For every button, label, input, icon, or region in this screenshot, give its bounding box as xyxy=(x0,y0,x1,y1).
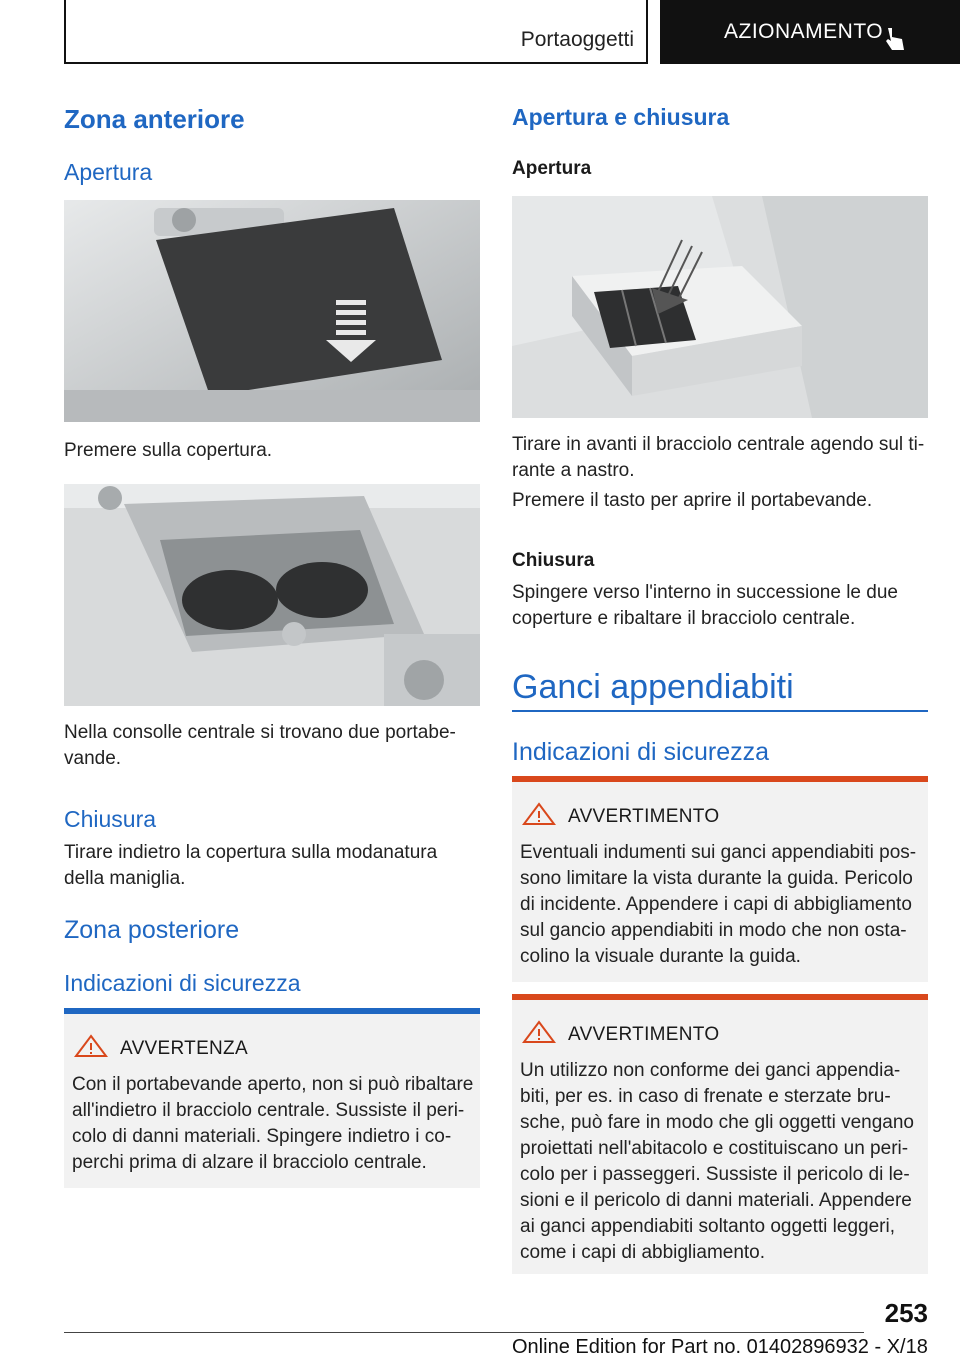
heading-open-close: Apertura e chiusura xyxy=(512,104,730,130)
heading-safety-left: Indicazioni di sicurezza xyxy=(64,970,301,996)
caution-text: Con il portabevande aperto, non si può ribaltare all'indietro il bracciolo centrale. Sussiste il pericolo di danni materiali. Spingere indietro i coperchi prima di alzare il bracciolo centrale. xyxy=(72,1074,474,1173)
heading-closing-rear: Chiusura xyxy=(512,550,595,571)
warning-triangle-icon xyxy=(522,1020,556,1044)
warning-bar-2 xyxy=(512,994,928,1000)
heading-underline xyxy=(512,710,928,712)
heading-closing-front: Chiusura xyxy=(64,806,157,832)
heading-opening: Apertura xyxy=(64,159,153,185)
text-closing-rear: Spingere verso l'interno in successione le due coperture e ribaltare il bracciolo centrale. xyxy=(512,582,898,629)
header-chapter-title: AZIONAMENTO xyxy=(724,20,884,43)
header-chapter-tab xyxy=(660,0,960,64)
caution-label: AVVERTENZA xyxy=(120,1038,248,1059)
caption-press-cover: Premere sulla copertura. xyxy=(64,440,273,461)
caution-box xyxy=(64,1008,480,1188)
text-pull-armrest: Tirare in avanti il bracciolo centrale agendo sul tirante a nastro. xyxy=(512,434,925,481)
warning-triangle-icon xyxy=(522,802,556,826)
header-section-box xyxy=(64,0,648,64)
page-number: 253 xyxy=(884,1298,928,1328)
warning-triangle-icon xyxy=(74,1034,108,1058)
footer-rule xyxy=(64,1332,864,1333)
heading-opening-rear: Apertura xyxy=(512,158,592,179)
hand-pointer-icon xyxy=(882,26,908,52)
text-closing-front: Tirare indietro la copertura sulla modanatura della maniglia. xyxy=(64,842,438,889)
text-press-button: Premere il tasto per aprire il portabevande. xyxy=(512,490,873,511)
warning-label-2: AVVERTIMENTO xyxy=(568,1024,720,1045)
heading-coat-hooks: Ganci appendiabiti xyxy=(512,668,794,706)
caution-bar xyxy=(64,1008,480,1014)
heading-rear-zone: Zona posteriore xyxy=(64,916,240,944)
edition-note: Online Edition for Part no. 01402896932 - X/18 xyxy=(512,1336,928,1358)
warning-text-2: Un utilizzo non conforme dei ganci appendiabiti, per es. in caso di frenate e sterzate brusche, può fare in modo che gli oggetti vengano proiettati nell'abitacolo e costituiscano un pericolo per i passeggeri. Sussiste il pericolo di lesioni e il pericolo di danni materiali. Appendere ai ganci appendiabiti soltanto oggetti leggeri, come i capi di abbigliamento. xyxy=(520,1060,914,1263)
warning-box-2 xyxy=(512,994,928,1274)
heading-safety-right: Indicazioni di sicurezza xyxy=(512,738,770,766)
cupholder-photo xyxy=(64,484,480,706)
warning-bar-1 xyxy=(512,776,928,782)
warning-box-1 xyxy=(512,776,928,982)
armrest-photo xyxy=(512,196,928,418)
console-cover-photo xyxy=(64,200,480,422)
warning-text-1: Eventuali indumenti sui ganci appendiabiti possono limitare la vista durante la guida. Pericolo di incidente. Appendere i capi di abbigliamento sul gancio appendiabiti in modo che non ostacolino la visuale durante la guida. xyxy=(520,842,917,967)
warning-label-1: AVVERTIMENTO xyxy=(568,806,720,827)
heading-front-zone: Zona anteriore xyxy=(64,104,245,134)
header-section-title: Portaoggetti xyxy=(520,28,634,51)
caption-two-cupholders: Nella consolle centrale si trovano due portabevande. xyxy=(64,722,456,769)
